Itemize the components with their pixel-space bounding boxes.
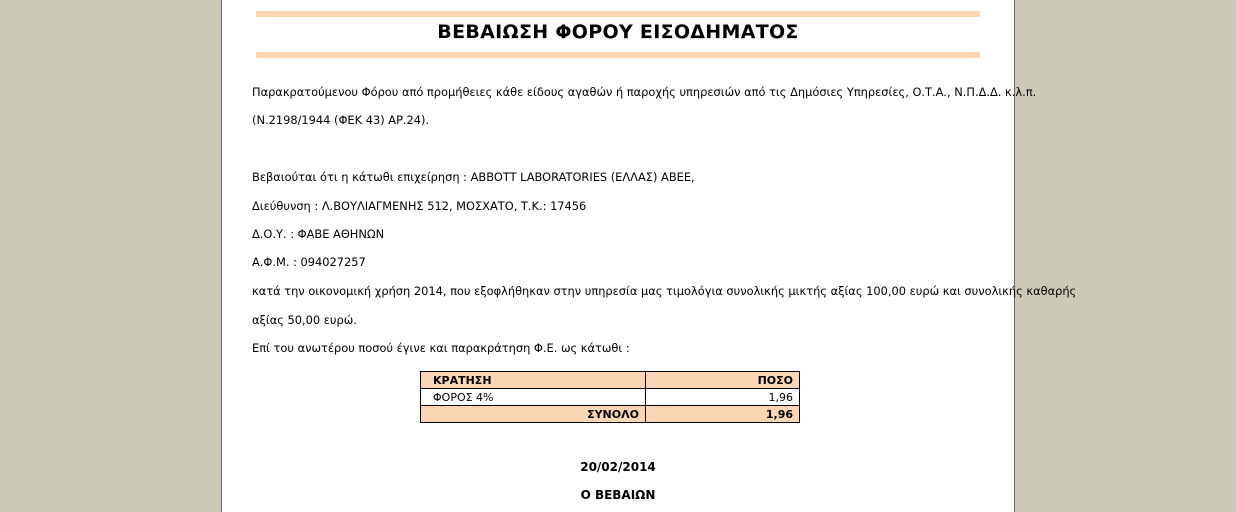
row-amount: 1,96 [645,389,799,406]
title-bottom-bar [256,52,980,58]
table-row [421,389,800,406]
total-label: ΣΥΝΟΛΟ [421,406,646,423]
afm-line: Α.Φ.Μ. : 094027257 [252,255,366,269]
doy-line: Δ.Ο.Υ. : ΦΑΒΕ ΑΘΗΝΩΝ [252,227,385,241]
table-header-row [421,372,800,389]
total-amount: 1,96 [645,406,799,423]
title-top-bar [256,11,980,17]
header-amount: ΠΟΣΟ [645,372,799,389]
row-label: ΦΟΡΟΣ 4% [421,389,646,406]
intro-line-1: Παρακρατούμενου Φόρου από προμήθειες κάθε είδους αγαθών ή παροχής υπηρεσιών από τις Δημόσιες Υπηρεσίες, Ο.Τ.Α., Ν.Π.Δ.Δ. κ.λ.π. [252,85,1037,99]
header-deduction: ΚΡΑΤΗΣΗ [421,372,646,389]
page-title: ΒΕΒΑΙΩΣΗ ΦΟΡΟΥ ΕΙΣΟΔΗΜΑΤΟΣ [437,21,799,43]
document-date: 20/02/2014 [580,460,656,474]
withholding-table [420,371,800,423]
table-total-row [421,406,800,423]
business-line: Βεβαιούται ότι η κάτωθι επιχείρηση : ABBOTT LABORATORIES (ΕΛΛΑΣ) ΑΒΕΕ, [252,170,695,184]
withholding-line: Επί του ανωτέρου ποσού έγινε και παρακράτηση Φ.Ε. ως κάτωθι : [252,341,630,355]
intro-line-2: (Ν.2198/1944 (ΦΕΚ 43) ΑΡ.24). [252,113,430,127]
document-page [221,0,1077,512]
signer-label: Ο ΒΕΒΑΙΩΝ [580,488,656,502]
amount-line-1: κατά την οικονομική χρήση 2014, που εξοφλήθηκαν στην υπηρεσία μας τιμολόγια συνολικής μικτής αξίας 100,00 ευρώ και συνολικής καθαρής [252,284,1077,298]
amount-line-2: αξίας 50,00 ευρώ. [252,313,357,327]
address-line: Διεύθυνση : Λ.ΒΟΥΛΙΑΓΜΕΝΗΣ 512, ΜΟΣΧΑΤΟ, Τ.Κ.: 17456 [252,199,587,213]
